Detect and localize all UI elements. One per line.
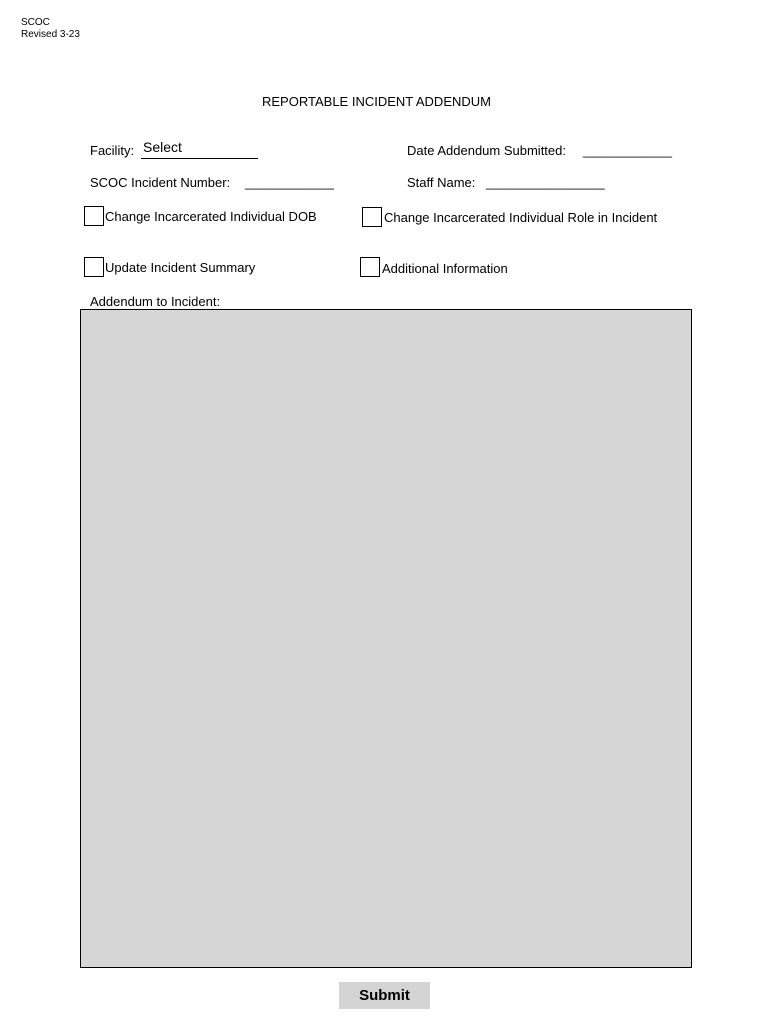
submit-button[interactable]: Submit xyxy=(339,982,430,1009)
staff-name-label: Staff Name: xyxy=(407,175,476,190)
date-submitted-field[interactable]: ____________ xyxy=(583,143,673,158)
update-summary-label: Update Incident Summary xyxy=(105,260,256,275)
page-title: REPORTABLE INCIDENT ADDENDUM xyxy=(262,94,491,109)
date-submitted-label: Date Addendum Submitted: xyxy=(407,143,566,158)
update-summary-checkbox[interactable] xyxy=(84,257,104,277)
change-role-label: Change Incarcerated Individual Role in Incident xyxy=(384,210,658,225)
addendum-textarea[interactable] xyxy=(80,309,692,968)
facility-select-value: Select xyxy=(143,139,182,155)
additional-info-label: Additional Information xyxy=(382,261,508,276)
change-role-checkbox[interactable] xyxy=(362,207,382,227)
facility-select[interactable] xyxy=(141,137,258,159)
incident-number-field[interactable]: ____________ xyxy=(245,175,335,190)
change-dob-label: Change Incarcerated Individual DOB xyxy=(105,209,317,224)
org-label: SCOC xyxy=(21,17,50,28)
additional-info-checkbox[interactable] xyxy=(360,257,380,277)
facility-label: Facility: xyxy=(90,143,135,158)
staff-name-field[interactable]: ________________ xyxy=(486,175,605,190)
revision-label: Revised 3-23 xyxy=(21,29,80,40)
change-dob-checkbox[interactable] xyxy=(84,206,104,226)
incident-number-label: SCOC Incident Number: xyxy=(90,175,231,190)
addendum-label: Addendum to Incident: xyxy=(90,294,221,309)
